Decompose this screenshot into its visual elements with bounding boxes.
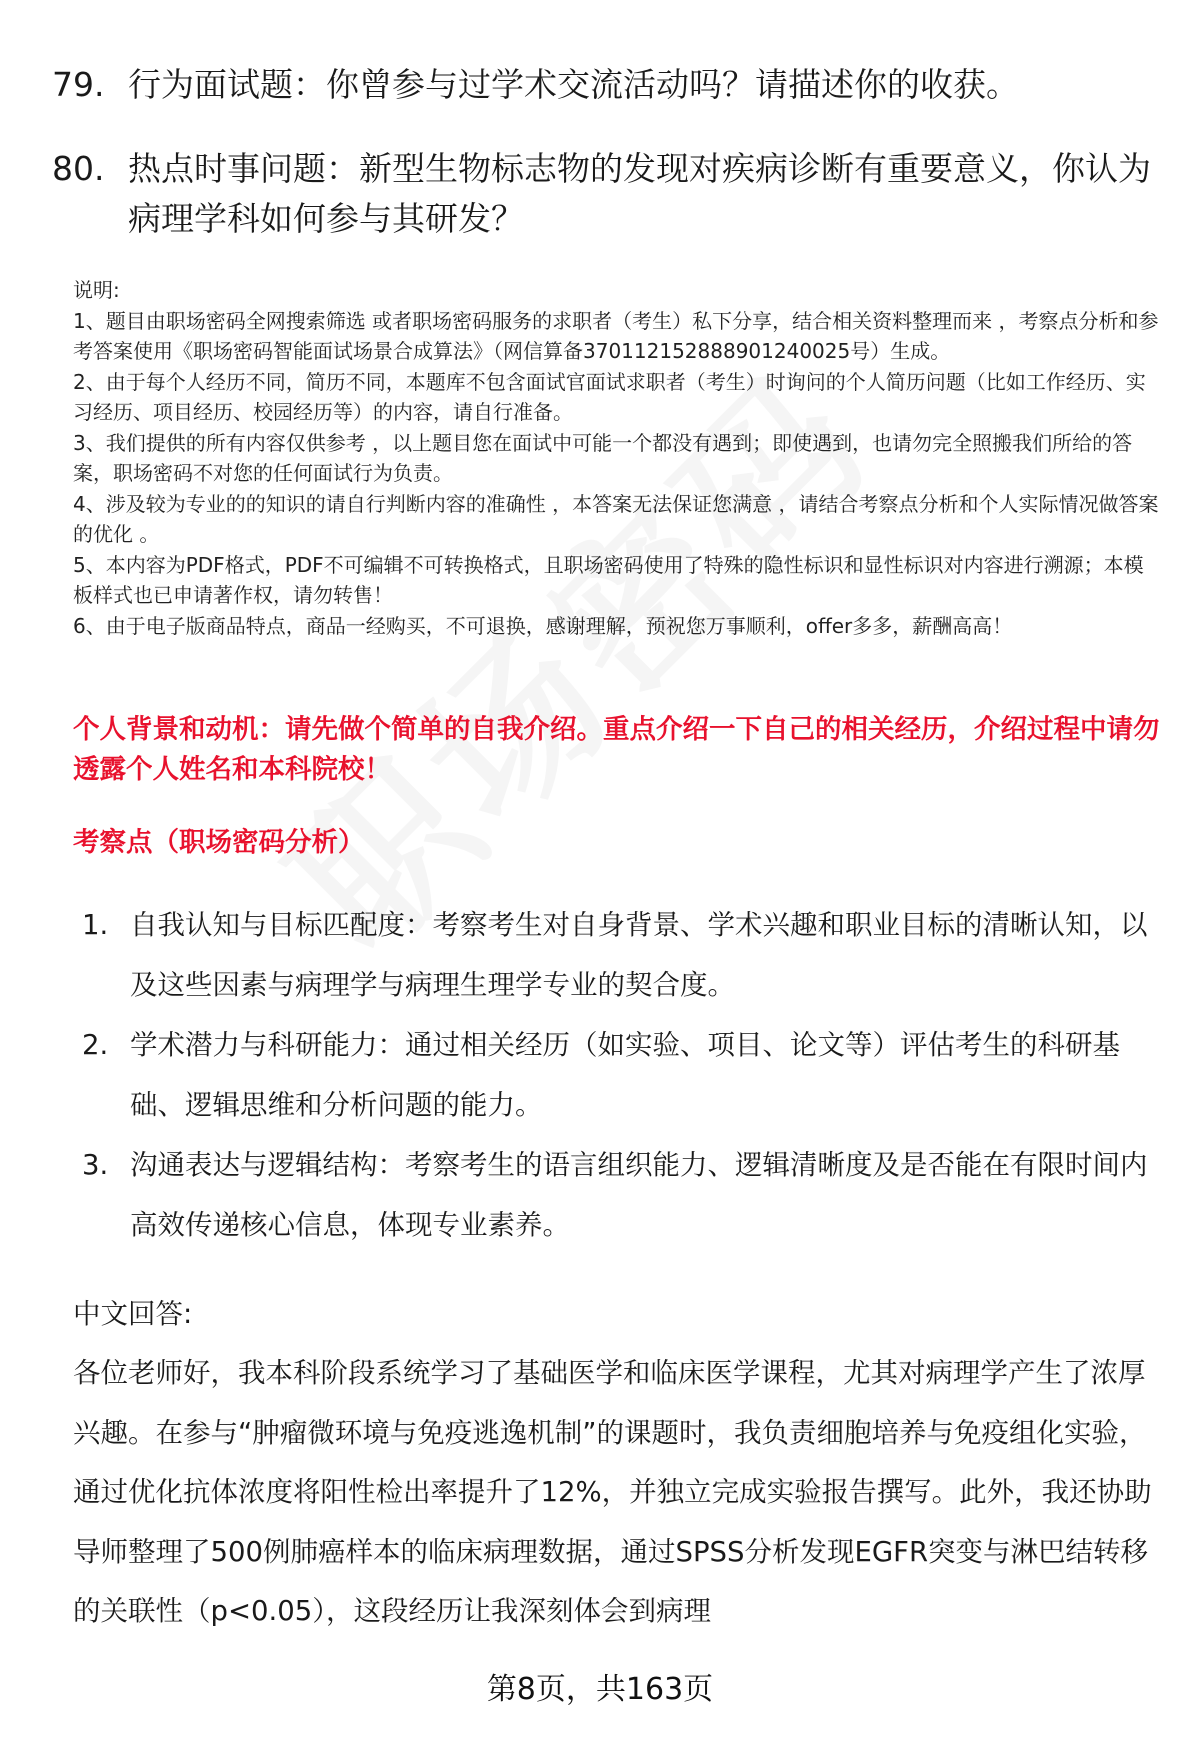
point-number: 1. xyxy=(82,909,109,941)
note-item: 6、由于电子版商品特点，商品一经购买，不可退换，感谢理解，预祝您万事顺利，offer多多，薪酬高高！ xyxy=(73,613,1013,638)
question-number: 79. xyxy=(52,65,105,104)
page-footer: 第8页，共163页 xyxy=(486,1672,714,1707)
notes-block xyxy=(73,275,1163,641)
note-item: 1、题目由职场密码全网搜索筛选 或者职场密码服务的求职者（考生）私下分享，结合相关资料整理而来 ，考察点分析和参考答案使用《职场密码智能面试场景合成算法》（网信算备370112152888901240025号）生成。 xyxy=(73,308,1159,363)
section-title: 个人背景和动机：请先做个简单的自我介绍。重点介绍一下自己的相关经历，介绍过程中请勿透露个人姓名和本科院校！ xyxy=(73,714,1160,785)
notes-heading: 说明: xyxy=(73,278,120,302)
point-text: 自我认知与目标匹配度：考察考生对自身背景、学术兴趣和职业目标的清晰认知，以及这些因素与病理学与病理生理学专业的契合度。 xyxy=(130,909,1148,1001)
question-number: 80. xyxy=(52,149,105,188)
assessment-points xyxy=(82,895,1162,1255)
note-item: 5、本内容为PDF格式，PDF不可编辑不可转换格式，且职场密码使用了特殊的隐性标识和显性标识对内容进行溯源；本模板样式也已申请著作权，请勿转售！ xyxy=(73,552,1144,607)
point-text: 沟通表达与逻辑结构：考察考生的语言组织能力、逻辑清晰度及是否能在有限时间内高效传递核心信息，体现专业素养。 xyxy=(130,1149,1148,1241)
list-item xyxy=(82,1135,1162,1255)
question-text: 行为面试题：你曾参与过学术交流活动吗？请描述你的收获。 xyxy=(128,65,1019,104)
answer-label: 中文回答: xyxy=(73,1298,193,1330)
point-number: 3. xyxy=(82,1149,109,1181)
section-subtitle: 考察点（职场密码分析） xyxy=(73,827,365,858)
question-80 xyxy=(52,144,1162,244)
note-item: 4、涉及较为专业的的知识的请自行判断内容的准确性 ，本答案无法保证您满意 ，请结合考察点分析和个人实际情况做答案的优化 。 xyxy=(73,491,1159,546)
question-79 xyxy=(52,60,1162,110)
answer-text: 各位老师好，我本科阶段系统学习了基础医学和临床医学课程，尤其对病理学产生了浓厚兴趣。在参与“肿瘤微环境与免疫逃逸机制”的课题时，我负责细胞培养与免疫组化实验，通过优化抗体浓度将阳性检出率提升了12%，并独立完成实验报告撰写。此外，我还协助导师整理了500例肺癌样本的临床病理数据，通过SPSS分析发现EGFR突变与淋巴结转移的关联性（p<0.05），这段经历让我深刻体会到病理 xyxy=(73,1357,1152,1627)
note-item: 2、由于每个人经历不同，简历不同，本题库不包含面试官面试求职者（考生）时询问的个人简历问题（比如工作经历、实习经历、项目经历、校园经历等）的内容，请自行准备。 xyxy=(73,369,1146,424)
list-item xyxy=(82,895,1162,1015)
list-item xyxy=(82,1015,1162,1135)
point-text: 学术潜力与科研能力：通过相关经历（如实验、项目、论文等）评估考生的科研基础、逻辑思维和分析问题的能力。 xyxy=(130,1029,1120,1121)
question-text: 热点时事问题：新型生物标志物的发现对疾病诊断有重要意义，你认为病理学科如何参与其研发？ xyxy=(128,149,1151,238)
note-item: 3、我们提供的所有内容仅供参考 ，以上题目您在面试中可能一个都没有遇到；即使遇到，也请勿完全照搬我们所给的答案，职场密码不对您的任何面试行为负责。 xyxy=(73,430,1133,485)
point-number: 2. xyxy=(82,1029,109,1061)
